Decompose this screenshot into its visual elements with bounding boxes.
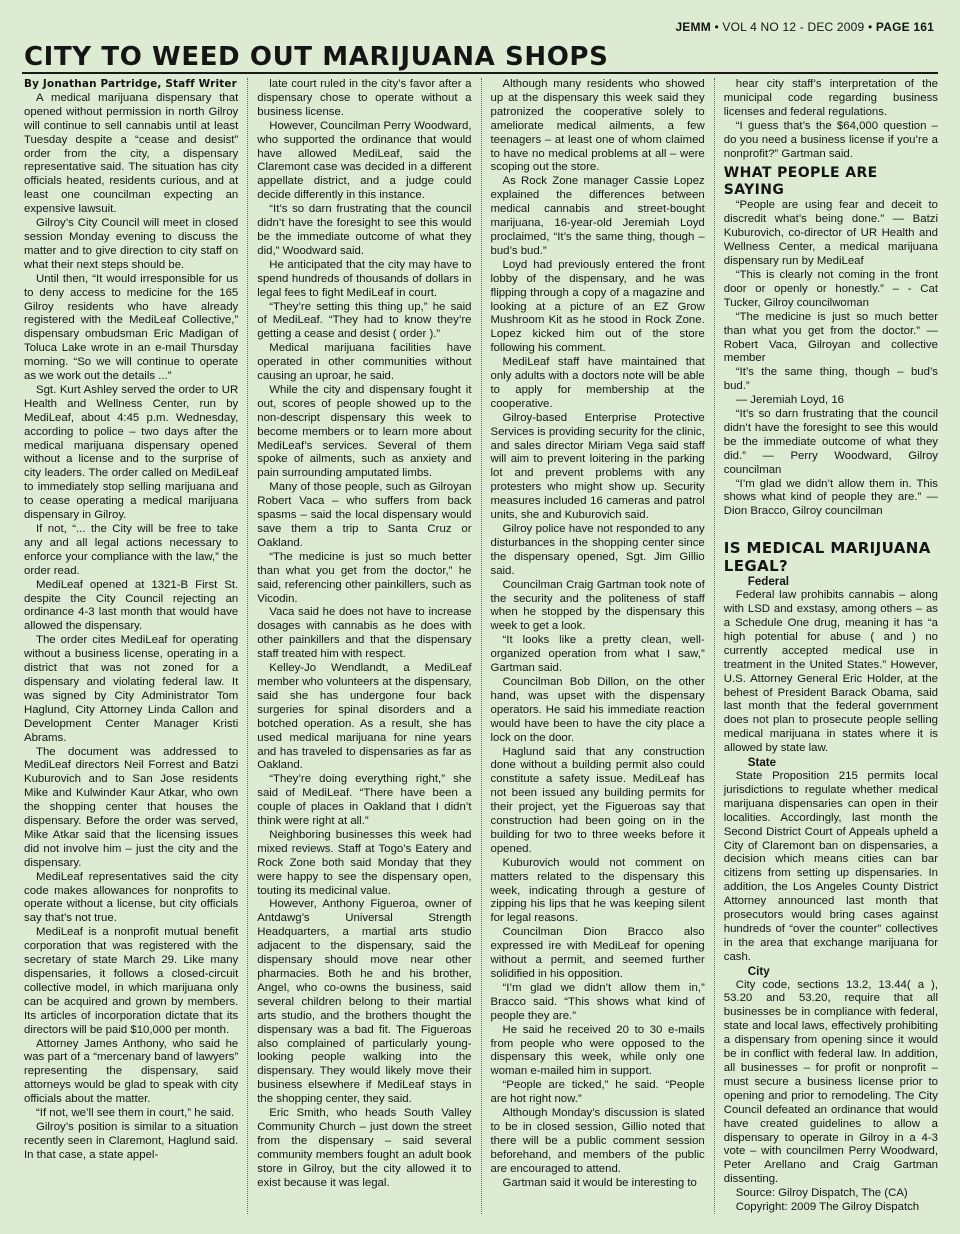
article-paragraph: MediLeaf representatives said the city code makes allowances for nonprofits to operate without a license, but city officials say that’s not true. bbox=[24, 870, 239, 925]
city-text: City code, sections 13.2, 13.44( a ), 53.20 and 53.20, require that all businesses be in compliance with federal, state and local laws, effectively prohibiting a dispensary from opening since it would be in conflict with federal law. In addition, all businesses – for profit or nonprofit – must secure a business license prior to opening and prior to remodeling. The City Council defeated an ordinance that would have created guidelines to allow a dispensary to operate in Gilroy in a 4-3 vote – with councilmen Perry Woodward, Peter Arellano and Craig Gartman dissenting. bbox=[723, 978, 938, 1186]
article-paragraph: “It looks like a pretty clean, well-organized operation from what I saw,” Gartman said. bbox=[490, 634, 705, 675]
article-paragraph: MediLeaf staff have maintained that only adults with a doctors note will be able to apply for membership at the cooperative. bbox=[490, 356, 705, 410]
quote-paragraph: — Jeremiah Loyd, 16 bbox=[735, 394, 845, 407]
article-paragraph: If not, “... the City will be free to take any and all legal actions necessary to enforce your compliance with the law,” the order read. bbox=[24, 523, 239, 577]
article-paragraph: Councilman Bob Dillon, on the other hand, was upset with the dispensary operators. He said his immediate reaction would have been to have the city place a lock on the door. bbox=[490, 675, 705, 744]
article-paragraph: Gilroy-based Enterprise Protective Services is providing security for the clinic, and sales director Miriam Vega said staff will aim to prevent loitering in the parking lot and prevent problems with any protesters who might show up. Security measures included 16 cameras and patrol units, she and Kuburovich said. bbox=[490, 411, 705, 522]
page-header bbox=[675, 20, 934, 34]
article-paragraph: The order cites MediLeaf for operating without a business license, operating in a district that was not zoned for a dispensary and violating federal law. It was signed by City Administrator Tom Haglund, City Attorney Linda Callon and Development Center Manager Kristi Abrams. bbox=[24, 634, 239, 744]
article-paragraph: Gartman said it would be interesting to bbox=[502, 1176, 697, 1189]
article-paragraph: “The medicine is just so much better than what you get from the doctor,” he said, referencing other painkillers, such as Vicodin. bbox=[257, 550, 472, 605]
article-paragraph: “People are ticked,” he said. “People are hot right now.” bbox=[490, 1079, 705, 1106]
article-paragraph: “I’m glad we didn’t allow them in,” Bracco said. “This shows what kind of people they are.” bbox=[490, 981, 705, 1022]
federal-label: Federal bbox=[747, 575, 789, 589]
article-paragraph: Attorney James Anthony, who said he was part of a “mercenary band of lawyers” representing the dispensary, said attorneys would be glad to speak with city officials about the matter. bbox=[24, 1037, 239, 1106]
source-line: Source: Gilroy Dispatch, The (CA) bbox=[735, 1187, 908, 1200]
article-paragraph: “I guess that’s the $64,000 question – do you need a business license if you’re a nonprofit?” Gartman said. bbox=[723, 119, 938, 160]
article-paragraph: The document was addressed to MediLeaf directors Neil Forrest and Batzi Kuburovich and to San Jose residents Mike and Kulwinder Kaur Atkar, who own the shopping center that houses the dispensary. Before the order was served, Mike Atkar said that the licensing issues did not involve him – just the city and the dispensary. bbox=[24, 745, 239, 869]
article-column-3 bbox=[481, 78, 714, 1214]
article-paragraph: Although many residents who showed up at the dispensary this week said they patronized the cooperative solely to ameliorate medical ailments, a few teenagers – at least one of whom claimed to have no medical problems at all – were scoping out the store. bbox=[490, 78, 705, 174]
article-paragraph: “It’s so darn frustrating that the council didn’t have the foresight to see this would be the immediate outcome of what they did,” Woodward said. bbox=[257, 203, 472, 257]
article-paragraph: Gilroy’s position is similar to a situation recently seen in Claremont, Haglund said. In that case, a state appel- bbox=[24, 1120, 239, 1161]
column-body bbox=[724, 78, 938, 161]
state-label: State bbox=[747, 756, 777, 770]
article-paragraph: A medical marijuana dispensary that opened without permission in north Gilroy will continue to sell cannabis until at least Tuesday despite a “cease and desist” order from the city, a dispensary representative said. The situation has city officials heated, residents curious, and at least one councilman expecting an expensive lawsuit. bbox=[24, 91, 239, 216]
article-paragraph: “They’re setting this thing up,” he said of MediLeaf. “They had to know they’re getting a cease and desist ( order ).” bbox=[257, 300, 472, 341]
header-separator: • bbox=[867, 20, 876, 34]
article-column-1 bbox=[24, 78, 247, 1214]
article-paragraph: Until then, “It would irresponsible for us to deny access to medicine for the 165 Gilroy residents who have already registered with the MediLeaf Collective,” dispensary ombudsman Eric Madigan of Toluca Lake wrote in an e-mail Thursday morning. “So we will continue to operate as we work out the details ...” bbox=[24, 272, 239, 383]
city-label: City bbox=[747, 964, 770, 978]
copyright-line: Copyright: 2009 The Gilroy Dispatch bbox=[735, 1201, 920, 1214]
state-text: State Proposition 215 permits local jurisdictions to regulate whether medical marijuana dispensaries can open in their localities. Accordingly, last month the Second District Court of Appeals upheld a City of Claremont ban on dispensaries, a decision which means cities can bar citizens from setting up dispensaries. In addition, the Los Angeles County District Attorney announced last month that prosecutors would bring cases against hundreds of “over the counter” collectives in the area that exchange marijuana for cash. bbox=[723, 769, 938, 963]
article-column-2 bbox=[247, 78, 480, 1214]
article-paragraph: Councilman Craig Gartman took note of the security and the politeness of staff when he stopped by the dispensary this week to get a look. bbox=[490, 578, 705, 633]
page-number: PAGE 161 bbox=[875, 20, 934, 34]
federal-text: Federal law prohibits cannabis – along with LSD and exstasy, among others – as a Schedule One drug, meaning it has “a high potential for abuse ( and ) no currently accepted medical use in treatment in the United States.” However, U.S. Attorney General Eric Holder, at the behest of President Barack Obama, said last month that the federal government does not plan to prosecute people selling medical marijuana in states where it is allowed by state law. bbox=[723, 589, 938, 755]
quote-paragraph: “I’m glad we didn’t allow them in. This shows what kind of people they are.” — Dion Bracco, Gilroy councilman bbox=[723, 477, 938, 518]
sayings-list bbox=[724, 199, 938, 519]
article-paragraph: Councilman Dion Bracco also expressed ire with MediLeaf for opening without a permit, and seemed further solidified in his opposition. bbox=[490, 926, 705, 980]
legal-heading: IS MEDICAL MARIJUANA LEGAL? bbox=[723, 539, 931, 576]
article-paragraph: hear city staff’s interpretation of the municipal code regarding business licenses and federal regulations. bbox=[723, 78, 938, 118]
article-paragraph: Haglund said that any construction done without a building permit also could constitute a safety issue. MediLeaf has not been issued any building permits for their project, yet the Figueroas say that construction had been going on in the building for two to three weeks before it opened. bbox=[490, 745, 705, 855]
article-byline: By Jonathan Partridge, Staff Writer bbox=[24, 78, 237, 90]
article-paragraph: Eric Smith, who heads South Valley Community Church – just down the street from the dispensary – said several community members fought an adult book store in Gilroy, but the city allowed it to exist because it was legal. bbox=[257, 1107, 472, 1189]
article-paragraph: Sgt. Kurt Ashley served the order to UR Health and Wellness Center, run by MediLeaf, about 4:45 p.m. Wednesday, according to police – two days after the medical marijuana dispensary opened without a license and to the surprise of city leaders. The order called on MediLeaf to immediately stop selling marijuana and to cease operating a medical marijuana dispensary in Gilroy. bbox=[24, 383, 239, 522]
quote-paragraph: “The medicine is just so much better than what you get from the doctor.” — Robert Vaca, Gilroyan and collective member bbox=[723, 310, 938, 365]
column-body bbox=[491, 78, 705, 1191]
quote-paragraph: “People are using fear and deceit to discredit what’s being done.” — Batzi Kuburovich, co-director of UR Health and Wellness Center, a medical marijuana dispensary run by MediLeaf bbox=[723, 199, 938, 268]
article-paragraph: However, Councilman Perry Woodward, who supported the ordinance that would have allowed MediLeaf, said the Claremont case was decided in a different appellate district, and a judge could decide differently in this instance. bbox=[257, 119, 472, 202]
quote-paragraph: “This is clearly not coming in the front door or openly or honestly.” – - Cat Tucker, Gilroy councilwoman bbox=[723, 268, 938, 309]
article-paragraph: Neighboring businesses this week had mixed reviews. Staff at Togo’s Eatery and Rock Zone both said Monday that they were happy to see the dispensary open, touting its medicinal value. bbox=[257, 828, 472, 897]
article-paragraph: “They’re doing everything right,” she said of MediLeaf. “There have been a couple of places in Oakland that I didn’t think were right at all.” bbox=[257, 773, 472, 828]
article-paragraph: MediLeaf is a nonprofit mutual benefit corporation that was registered with the secretary of state March 29. Like many dispensaries, it follows a closed-circuit collective model, in which marijuana only can be acquired and grown by members. Its articles of incorporation dictate that its directors will be paid $10,000 per month. bbox=[24, 926, 239, 1036]
article-column-4 bbox=[714, 78, 938, 1214]
article-headline: CITY TO WEED OUT MARIJUANA SHOPS bbox=[24, 42, 609, 72]
article-paragraph: Loyd had previously entered the front lobby of the dispensary, and he was flipping through a copy of a magazine and looking at a picture of an EZ Grow Mushroom Kit as he stood in Rock Zone. Lopez kicked him out of the store following his comment. bbox=[490, 258, 705, 355]
article-paragraph: While the city and dispensary fought it out, scores of people showed up to the non-descript dispensary this week to become members or to learn more about MediLeaf’s services. Several of them spoke of ailments, such as anxiety and pain surrounding amputated limbs. bbox=[257, 383, 472, 480]
headline-rule bbox=[22, 72, 938, 74]
quote-paragraph: “It’s the same thing, though – bud’s bud.” bbox=[723, 366, 938, 393]
quote-paragraph: “It’s so darn frustrating that the council didn’t have the foresight to see this would be the immediate outcome of what they did.” — Perry Woodward, Gilroy councilman bbox=[723, 408, 938, 476]
article-paragraph: He anticipated that the city may have to spend hundreds of thousands of dollars in legal fees to fight MediLeaf in court. bbox=[257, 258, 472, 299]
column-body bbox=[257, 78, 471, 1191]
header-separator: • bbox=[714, 20, 723, 34]
article-paragraph: Gilroy police have not responded to any disturbances in the shopping center since the dispensary opened, Sgt. Jim Gillio said. bbox=[490, 523, 705, 577]
article-paragraph: “If not, we’ll see them in court,” he said. bbox=[36, 1107, 235, 1120]
article-paragraph: Kuburovich would not comment on matters related to the dispensary this week, indicating through a gesture of zipping his lips that he was keeping silent for legal reasons. bbox=[490, 856, 705, 925]
article-paragraph: late court ruled in the city’s favor after a dispensary chose to operate without a business license. bbox=[257, 78, 472, 118]
article-columns bbox=[24, 78, 938, 1214]
article-paragraph: Kelley-Jo Wendlandt, a MediLeaf member who volunteers at the dispensary, said she has undergone four back surgeries for spinal disorders and a botched operation. As a result, she has used medical marijuana for nine years and has traveled to dispensaries as far as Oakland. bbox=[257, 662, 472, 772]
article-paragraph: Although Monday’s discussion is slated to be in closed session, Gillio noted that there will be a public comment session beforehand, and members of the public are encouraged to attend. bbox=[490, 1107, 705, 1175]
magazine-name: JEMM bbox=[675, 20, 711, 34]
column-body bbox=[24, 92, 238, 1163]
article-paragraph: Medical marijuana facilities have operated in other communities without causing an uproar, he said. bbox=[257, 342, 472, 383]
article-paragraph: He said he received 20 to 30 e-mails from people who were opposed to the dispensary this week, while only one woman e-mailed him in support. bbox=[490, 1023, 705, 1078]
article-paragraph: Gilroy’s City Council will meet in closed session Monday evening to discuss the matter and to give direction to city staff on what their next steps should be. bbox=[24, 217, 239, 271]
article-paragraph: As Rock Zone manager Cassie Lopez explained the differences between medical cannabis and street-bought marijuana, 16-year-old Jeremiah Loyd proclaimed, “It’s the same thing, though – bud’s bud.” bbox=[490, 175, 705, 257]
sayings-heading: WHAT PEOPLE ARE SAYING bbox=[723, 165, 878, 199]
article-paragraph: However, Anthony Figueroa, owner of Antdawg’s Universal Strength Headquarters, a martial arts studio adjacent to the dispensary, said the dispensary should move near other pharmacies. Both he and his brother, Angel, who co-owns the business, said several children belong to their martial arts studio, and the brothers thought the dispensary was a bad fit. The Figueroas also complained of particularly young-looking people walking into the dispensary. They would likely move their business elsewhere if MediLeaf stays in the shopping center, they said. bbox=[257, 898, 472, 1106]
issue-info: VOL 4 NO 12 - DEC 2009 bbox=[722, 20, 865, 34]
article-paragraph: Many of those people, such as Gilroyan Robert Vaca – who suffers from back spasms – said the local dispensary would save them a trip to Santa Cruz or Oakland. bbox=[257, 481, 472, 549]
article-paragraph: MediLeaf opened at 1321-B First St. despite the City Council rejecting an ordinance 4-3 last month that would have allowed the dispensary. bbox=[24, 578, 239, 633]
article-paragraph: Vaca said he does not have to increase dosages with cannabis as he does with other painkillers and that the dispensary staff treated him with respect. bbox=[257, 606, 472, 661]
